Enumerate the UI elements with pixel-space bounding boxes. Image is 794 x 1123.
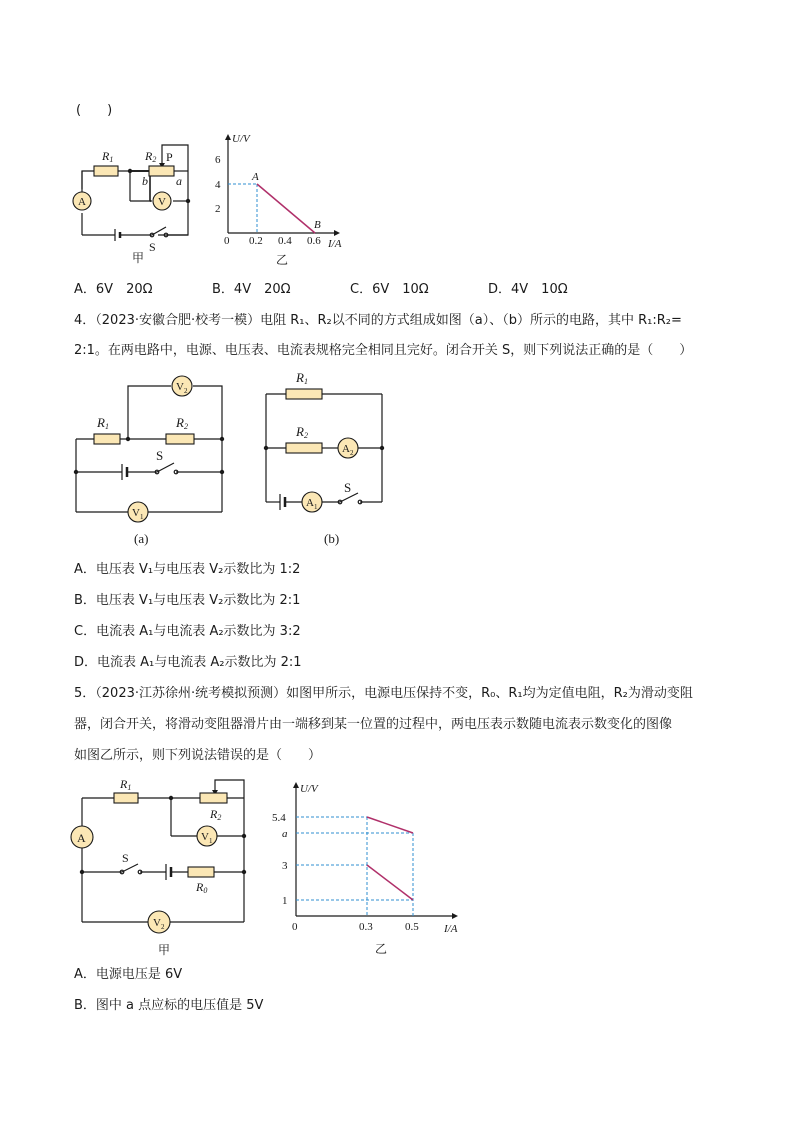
q5-jia-r1-label: R1: [120, 777, 132, 792]
q5-yi-caption: 乙: [375, 942, 388, 956]
q5-stem-line1: 5．（2023·江苏徐州·统考模拟预测）如图甲所示，电源电压保持不变，R₀、R₁均为定值电阻，R₂为滑动变阻: [74, 686, 693, 701]
q3-yi-xtick-02: 0.2: [249, 235, 263, 247]
q3-option-b: B．4V 20Ω: [212, 282, 291, 297]
q4-circuit-a: [70, 372, 250, 547]
q4-b-a1-label: $A_1$: [306, 497, 318, 511]
q4-stem-line1: 4．（2023·安徽合肥·校考一模）电阻 R₁、R₂以不同的方式组成如图（a）、（b）所示的电路，其中 R₁:R₂=: [74, 313, 682, 328]
q3-yi-caption: 乙: [276, 253, 289, 267]
q5-yi-xtick-0: 0: [292, 921, 298, 933]
q3-option-a: A．6V 20Ω: [74, 282, 153, 297]
q4-a-switch-label: S: [156, 448, 164, 463]
q5-yi-xtick-03: 0.3: [359, 921, 373, 933]
q4-a-caption: (a): [134, 531, 149, 546]
q5-yi-ytick-a: a: [282, 828, 288, 840]
q5-jia-switch-label: S: [122, 851, 129, 865]
q5-yi-ytick-1: 1: [282, 895, 288, 907]
q5-yi-ytick-54: 5.4: [272, 812, 286, 824]
q4-b-r1-label: R1: [296, 370, 308, 386]
q3-yi-point-a: A: [252, 171, 259, 183]
q3-jia-r1-label: R1: [102, 149, 114, 164]
q3-jia-a-label: a: [176, 174, 182, 188]
q3-yi-xtick-0: 0: [224, 235, 230, 247]
q4-a-v1-label: $V_1$: [132, 507, 144, 521]
q5-yi-xtick-05: 0.5: [405, 921, 419, 933]
q5-circuit-jia: [70, 776, 270, 961]
q4-circuit-b: [258, 372, 398, 547]
q4-b-switch-label: S: [344, 480, 352, 495]
q3-yi-xtick-06: 0.6: [307, 235, 321, 247]
q5-graph-yi: [272, 776, 462, 956]
q3-yi-ytick-4: 4: [215, 179, 221, 191]
q5-yi-ytick-3: 3: [282, 860, 288, 872]
q4-b-caption: (b): [324, 531, 340, 546]
q4-b-r2-label: R2: [296, 424, 308, 440]
q5-stem-line3: 如图乙所示，则下列说法错误的是（ ）: [74, 748, 322, 763]
q5-yi-xlabel: I/A: [444, 923, 458, 935]
q5-jia-r2-label: R2: [210, 807, 222, 822]
q3-graph-yi: [212, 128, 352, 268]
q5-jia-v1-label: $V_1$: [201, 831, 213, 845]
q3-jia-switch-label: S: [149, 240, 156, 254]
q3-jia-ammeter-label: A: [78, 196, 86, 208]
q4-option-b: B．电压表 V₁与电压表 V₂示数比为 2:1: [74, 593, 301, 608]
q5-stem-line2: 器，闭合开关，将滑动变阻器滑片由一端移到某一位置的过程中，两电压表示数随电流表示数变化的图像: [74, 717, 673, 732]
q3-yi-ytick-2: 2: [215, 203, 221, 215]
q3-option-c: C．6V 10Ω: [350, 282, 429, 297]
q3-yi-ytick-6: 6: [215, 154, 221, 166]
q4-option-c: C．电流表 A₁与电流表 A₂示数比为 3:2: [74, 624, 301, 639]
q5-yi-ylabel: U/V: [300, 783, 318, 795]
q3-jia-b-label: b: [142, 174, 148, 188]
q4-a-v2-label: $V_2$: [176, 381, 188, 395]
q5-jia-caption: 甲: [158, 943, 171, 957]
q5-option-b: B．图中 a 点应标的电压值是 5V: [74, 998, 264, 1013]
q5-option-a: A．电源电压是 6V: [74, 967, 183, 982]
q4-option-d: D．电流表 A₁与电流表 A₂示数比为 2:1: [74, 655, 302, 670]
q4-a-r1-label: R1: [97, 415, 109, 431]
q4-b-a2-label: $A_2$: [342, 443, 354, 457]
q5-jia-ammeter-label: A: [77, 831, 86, 845]
q5-jia-r0-label: R0: [196, 880, 208, 895]
q3-jia-r2-label: R2: [145, 149, 157, 164]
q3-jia-caption: 甲: [132, 251, 145, 265]
q3-yi-xlabel: I/A: [328, 238, 342, 250]
q3-yi-ylabel: U/V: [232, 133, 250, 145]
q3-yi-point-b: B: [314, 219, 321, 231]
q4-option-a: A．电压表 V₁与电压表 V₂示数比为 1:2: [74, 562, 301, 577]
q3-option-d: D．4V 10Ω: [488, 282, 568, 297]
q3-jia-p-label: P: [166, 150, 173, 164]
q3-answer-bracket: ( ): [76, 103, 113, 118]
q4-stem-line2: 2:1。在两电路中，电源、电压表、电流表规格完全相同且完好。闭合开关 S，则下列说法正确的是（ ）: [74, 343, 693, 358]
q5-jia-v2-label: $V_2$: [153, 917, 165, 931]
q3-yi-xtick-04: 0.4: [278, 235, 292, 247]
q3-jia-voltmeter-label: V: [158, 196, 166, 208]
q4-a-r2-label: R2: [176, 415, 188, 431]
